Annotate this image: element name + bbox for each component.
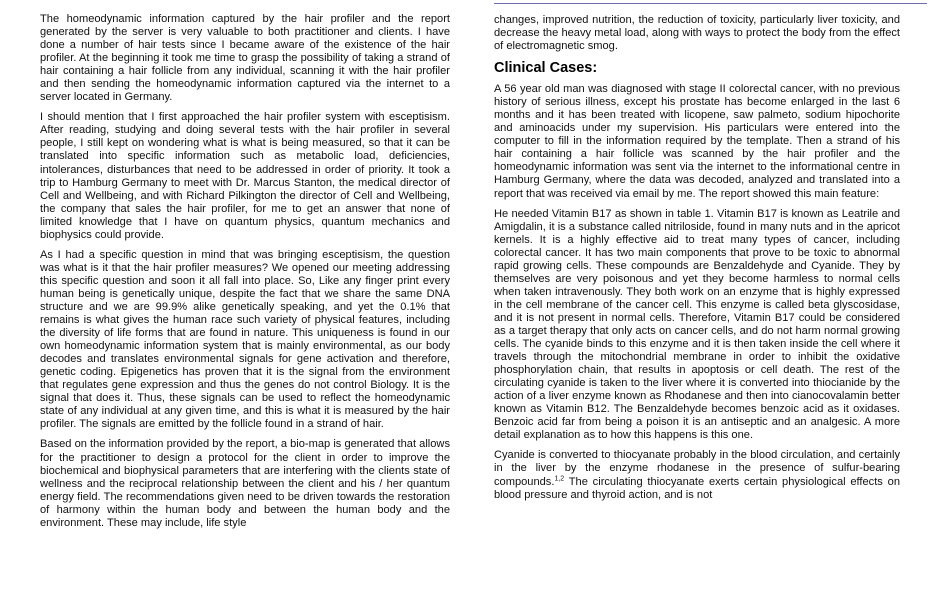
header-rule [494,3,927,4]
left-column [40,13,450,537]
paragraph-hair-profiler-intro: The homeodynamic information captured by the hair profiler and the report generated by the server is very valuable to both practitioner and clients. I have done a number of hair tests since I became aware of the existence of the hair profiler. At the beginning it took me time to grasp the possibility of taking a strand of hair containing a hair follicle from any individual, scanning it with the hair profiler and then sending the homeodynamic information captured via the internet to a server located in Germany. [40,13,450,104]
paragraph-cyanide [494,449,900,501]
cyanide-text-end: The circulating thiocyanate exerts certain physiological effects on blood pressure and thyroid action, and is not [494,475,900,501]
paragraph-continued-intro: changes, improved nutrition, the reduction of toxicity, particularly liver toxicity, and decrease the heavy metal load, along with ways to protect the body from the effect of electromagnetic smog. [494,14,900,53]
cyanide-text-start: Cyanide is converted to thiocyanate probably in the blood circulation, and certainly in the liver by the enzyme rhodanese in the presence of sulfur-bearing compounds. [494,449,900,488]
paragraph-bio-map: Based on the information provided by the report, a bio-map is generated that allows for the practitioner to design a protocol for the client in order to improve the biochemical and biophysical parameters that are interfering with the clients state of wellness and the reciprocal relationship between the client and his / her quantum energy field. The recommendations given need to be driven towards the restoration of harmony within the human body and between the human body and the environment. These may include, life style [40,438,450,529]
paragraph-case-description: A 56 year old man was diagnosed with stage II colorectal cancer, with no previous history of serious illness, except his prostate has become enlarged in the last 6 months and it has been treated with licopene, saw palmeto, sodium hipochorite and aminoacids under my supervision. His particulars were entered into the computer to fill in the information required by the template. Then a strand of his hair containing a hair follicle was scanned by the hair profiler and the homeodynamic information was sent via the internet to the informational centre in Hamburg Germany, where the data was decoded, analyzed and translated into a report that was received via email by me. The report showed this main feature: [494,83,900,200]
paragraph-vitamin-b17: He needed Vitamin B17 as shown in table 1. Vitamin B17 is known as Leatrile and Amigdalin, it is a substance called nitriloside, found in many nuts and in the apricot kernels. It is a highly effective aid to treat many types of cancer, including colorectal cancer. It has two main components that prove to be toxic to abnormal rapid growing cells. These compounds are Benzaldehyde and Cyanide. They by themselves are very poisonous and yet they become harmless to normal cells when taken intravenously. They both work on an enzyme that is highly expressed in the cell membrane of the cancer cell. This enzyme is called beta glyscosidase, and it is not present in normal cells. Therefore, Vitamin B17 could be considered as a target therapy that only acts on cancer cells, and do not harm normal growing cells. The cyanide binds to this enzyme and it is then taken inside the cell where it travels through the mitochondrial membrane in order to inhibit the oxidative phosphorylation chain, that results in apoptosis or cell death. The rest of the circulating cyanide is taken to the liver where it is converted into thiocianide by the action of a liver enzyme known as Rhodanese and then into cianocovalamin better known as Vitamin B12. The Benzaldehyde becomes benzoic acid as it oxidases. Benzoic acid far from being a poison it is an antiseptic and an analgesic. A more detail explanation as to how this happens is this one. [494,207,900,442]
section-heading-clinical-cases: Clinical Cases: [494,60,598,77]
citation-superscript: 1,2 [554,474,565,482]
paragraph-scepticism: I should mention that I first approached the hair profiler system with esceptisism. After reading, studying and doing several tests with the hair profiler in several people, I still kept on wondering what is what is being measured, so that it can be translated into specific information such as metabolic load, deficiencies, intolerances, disturbances that need to be addressed in order of priority. It took a trip to Hamburg Germany to meet with Dr. Marcus Stanton, the medical director of Cell and Wellbeing, and with Richard Pilkington the director of Cell and Wellbeing, the company that sales the hair profiler, for me to get an answer that none of limited knowledge that I have on quantum physics, quantum mechanics and biophysics could provide. [40,111,450,241]
right-column [494,14,900,509]
paragraph-genetic-uniqueness: As I had a specific question in mind that was bringing esceptisism, the question was what is it that the hair profiler measures? We opened our meeting addressing this specific question and soon it all fall into place. So, Like any finger print every human being is genetically unique, despite the fact that we share the same DNA structure and we are 99.9% alike genetically speaking, and yet the 0.1% that remains is what gives the human race such variety of physical features, including the diversity of life forms that are found in nature. This uniqueness is found in our own homeodynamic information system that is mainly environmental, as our body decodes and translates environmental signals for gene activation and therefore, genetic coding. Epigenetics has proven that it is the signal from the environment that regulates gene expression and thus the genes do not control Biology. It is the signal that does it. Thus, these signals can be used to reflect the homeodynamic state of any individual at any given time, and this is what it is measured by the hair profiler. The signals are emitted by the follicle found in a strand of hair. [40,248,450,431]
